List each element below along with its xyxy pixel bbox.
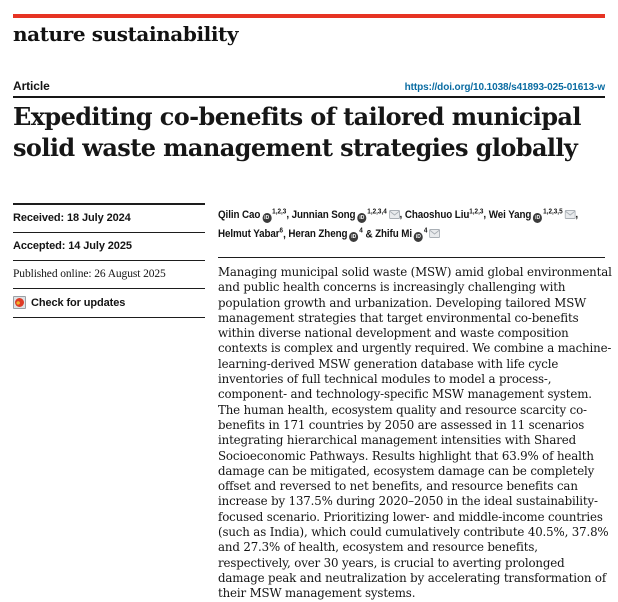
- author-separator: ,: [575, 208, 579, 221]
- author-name: Junnian Song: [291, 208, 356, 221]
- author: [288, 228, 362, 240]
- article-kicker-row: [13, 79, 605, 93]
- affiliation-superscript: 1,2,3,4: [367, 208, 387, 215]
- article-title: [13, 101, 613, 163]
- author: [405, 209, 484, 221]
- brand-accent-bar: [13, 14, 605, 18]
- accepted-date: Accepted: 14 July 2025: [13, 233, 205, 261]
- affiliation-superscript: 4: [423, 227, 428, 235]
- author: [375, 228, 440, 240]
- author-separator: ,: [283, 228, 289, 241]
- orcid-icon[interactable]: iD: [414, 232, 423, 242]
- email-icon[interactable]: [429, 228, 440, 243]
- orcid-icon[interactable]: iD: [357, 213, 366, 223]
- check-for-updates-button[interactable]: [13, 289, 205, 318]
- crossmark-icon: [13, 296, 26, 309]
- author: [218, 228, 283, 240]
- article-meta-column: [13, 203, 205, 318]
- affiliation-superscript: 1,2,3: [272, 208, 287, 215]
- affiliation-superscript: 1,2,3,5: [543, 208, 563, 215]
- author: [488, 208, 579, 221]
- orcid-icon[interactable]: iD: [349, 232, 358, 242]
- header-divider: [13, 96, 605, 98]
- author-separator: &: [362, 228, 376, 241]
- affiliation-superscript: 4: [359, 227, 363, 235]
- published-date: Published online: 26 August 2025: [13, 261, 205, 289]
- article-title-line-1: Expediting co-benefits of tailored municipal: [13, 102, 581, 131]
- abstract-text: Managing municipal solid waste (MSW) amid global environmental and public health concerns is increasingly challenging with population growth and urbanization. Developing tailored MSW management strategies that target environmental co-benefits within diverse national development and waste composition contexts is complex and urgently required. We combine a machine-learning-derived MSW generation database with life cycle inventories of full technical modules to model a process-, component- and technology-specific MSW management system. The human health, ecosystem quality and resource scarcity co-benefits in 171 countries by 2050 are assessed in 11 scenarios integrating hierarchical management intensities with Shared Socioeconomic Pathways. Results highlight that 63.9% of health damage can be mitigated, ecosystem damage can be completely offset and reversed to net benefits, and resource benefits can increase by 137.5% during 2020–2050 in the ideal sustainability-focused scenario. Prioritizing lower- and middle-income countries (such as India), which could cumulatively contribute 40.5%, 37.8% and 27.3% of health, ecosystem and resource benefits, respectively, over 30 years, is crucial to averting prolonged damage peak and neutralization by accelerating transformation of their MSW management systems.: [218, 265, 612, 601]
- doi-link[interactable]: https://doi.org/10.1038/s41893-025-01613-w: [404, 82, 605, 93]
- author-name: Heran Zheng: [288, 228, 348, 241]
- author-name: Wei Yang: [488, 208, 532, 221]
- author-name: Qilin Cao: [218, 208, 261, 221]
- author-name: Zhifu Mi: [375, 228, 413, 241]
- email-icon[interactable]: [564, 209, 575, 224]
- author: [218, 209, 286, 221]
- article-type-label: Article: [13, 79, 50, 93]
- check-for-updates-label: Check for updates: [31, 296, 126, 309]
- email-icon[interactable]: [389, 209, 400, 224]
- author: [292, 209, 400, 221]
- affiliation-superscript: 6: [279, 227, 284, 235]
- authors-line: [218, 204, 609, 243]
- author-separator: ,: [399, 208, 405, 221]
- author-name: Helmut Yabar: [218, 228, 280, 241]
- orcid-icon[interactable]: iD: [533, 213, 542, 223]
- author-name: Chaoshuo Liu: [404, 208, 470, 221]
- orcid-icon[interactable]: iD: [262, 213, 271, 223]
- received-date: Received: 18 July 2024: [13, 205, 205, 233]
- affiliation-superscript: 1,2,3: [469, 208, 484, 215]
- abstract-divider: [218, 257, 605, 258]
- journal-logo: nature sustainability: [13, 22, 239, 46]
- article-title-line-2: solid waste management strategies globally: [13, 133, 578, 162]
- author-separator: ,: [286, 208, 292, 221]
- author-separator: ,: [483, 208, 489, 221]
